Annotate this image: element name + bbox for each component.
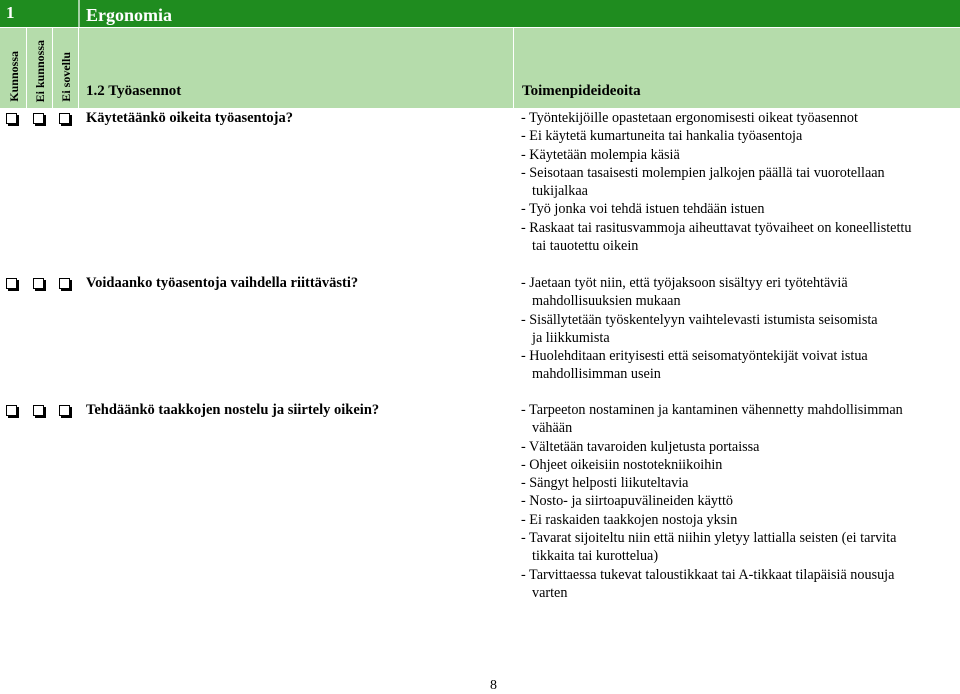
header-divider [78,0,80,27]
action-idea-line: - Tavarat sijoiteltu niin että niihin yletyy lattialla seisten (ei tarvita [521,530,897,547]
action-idea-line: mahdollisimman usein [532,366,661,383]
checkbox-ok[interactable] [6,405,17,416]
action-idea-line: - Raskaat tai rasitusvammoja aiheuttavat työvaiheet on koneellistettu [521,219,912,236]
action-idea-line: - Vältetään tavaroiden kuljetusta portaissa [521,438,760,455]
actions-column-title: Toimenpideideoita [522,83,641,99]
column-divider [52,28,53,108]
action-idea-line: - Ohjeet oikeisiin nostotekniikoihin [521,456,723,473]
action-idea-line: - Huolehditaan erityisesti että seisomatyöntekijät voivat istua [521,348,868,365]
column-divider [26,28,27,108]
action-idea-line: - Tarvittaessa tukevat taloustikkaat tai A-tikkaat tilapäisiä nousuja [521,566,895,583]
page-number: 8 [490,678,497,693]
action-idea-line: - Tarpeeton nostaminen ja kantaminen vähennetty mahdollisimman [521,402,903,418]
action-idea-line: mahdollisuuksien mukaan [532,293,681,310]
question-text: Tehdäänkö taakkojen nostelu ja siirtely oikein? [86,402,380,418]
action-idea-line: - Ei käytetä kumartuneita tai hankalia työasentoja [521,128,803,145]
action-idea-line: - Työntekijöille opastetaan ergonomisesti oikeat työasennot [521,110,858,126]
checkbox-not-applicable[interactable] [59,113,70,124]
column-header-not-applicable: Ei sovellu [59,52,73,102]
action-idea-line: - Sisällytetään työskentelyyn vaihtelevasti istumista seisomista [521,311,878,328]
action-idea-line: - Työ jonka voi tehdä istuen tehdään istuen [521,201,765,218]
checkbox-not-ok[interactable] [33,113,44,124]
column-header-ok: Kunnossa [7,51,21,102]
section-title: Ergonomia [86,5,173,25]
column-header-not-ok: Ei kunnossa [33,39,47,102]
column-divider [78,28,79,108]
checkbox-ok[interactable] [6,113,17,124]
action-idea-line: ja liikkumista [532,329,610,346]
question-text: Käytetäänkö oikeita työasentoja? [86,110,294,126]
action-idea-line: tukijalkaa [532,183,588,200]
section-header-bar [0,0,960,27]
checkbox-not-applicable[interactable] [59,405,70,416]
checkbox-not-ok[interactable] [33,405,44,416]
column-divider [513,28,514,108]
action-idea-line: - Ei raskaiden taakkojen nostoja yksin [521,511,738,528]
subsection-title: 1.2 Työasennot [86,83,182,99]
action-idea-line: tikkaita tai kurottelua) [532,548,659,565]
action-idea-line: vähään [532,420,573,437]
action-idea-line: - Sängyt helposti liikuteltavia [521,475,689,492]
question-text: Voidaanko työasentoja vaihdella riittävästi? [86,275,359,291]
checkbox-ok[interactable] [6,278,17,289]
action-ideas-list [521,401,956,602]
checkbox-not-applicable[interactable] [59,278,70,289]
action-idea-line: varten [532,584,568,601]
action-ideas-list [521,109,956,255]
action-idea-line: - Jaetaan työt niin, että työjaksoon sisältyy eri työtehtäviä [521,275,848,291]
action-idea-line: tai tauotettu oikein [532,238,639,255]
action-idea-line: - Nosto- ja siirtoapuvälineiden käyttö [521,493,733,510]
action-ideas-list [521,274,956,384]
section-number: 1 [6,3,15,22]
checkbox-not-ok[interactable] [33,278,44,289]
column-header-bar [0,28,960,108]
action-idea-line: - Seisotaan tasaisesti molempien jalkojen päällä tai vuorotellaan [521,164,885,181]
action-idea-line: - Käytetään molempia käsiä [521,146,680,163]
